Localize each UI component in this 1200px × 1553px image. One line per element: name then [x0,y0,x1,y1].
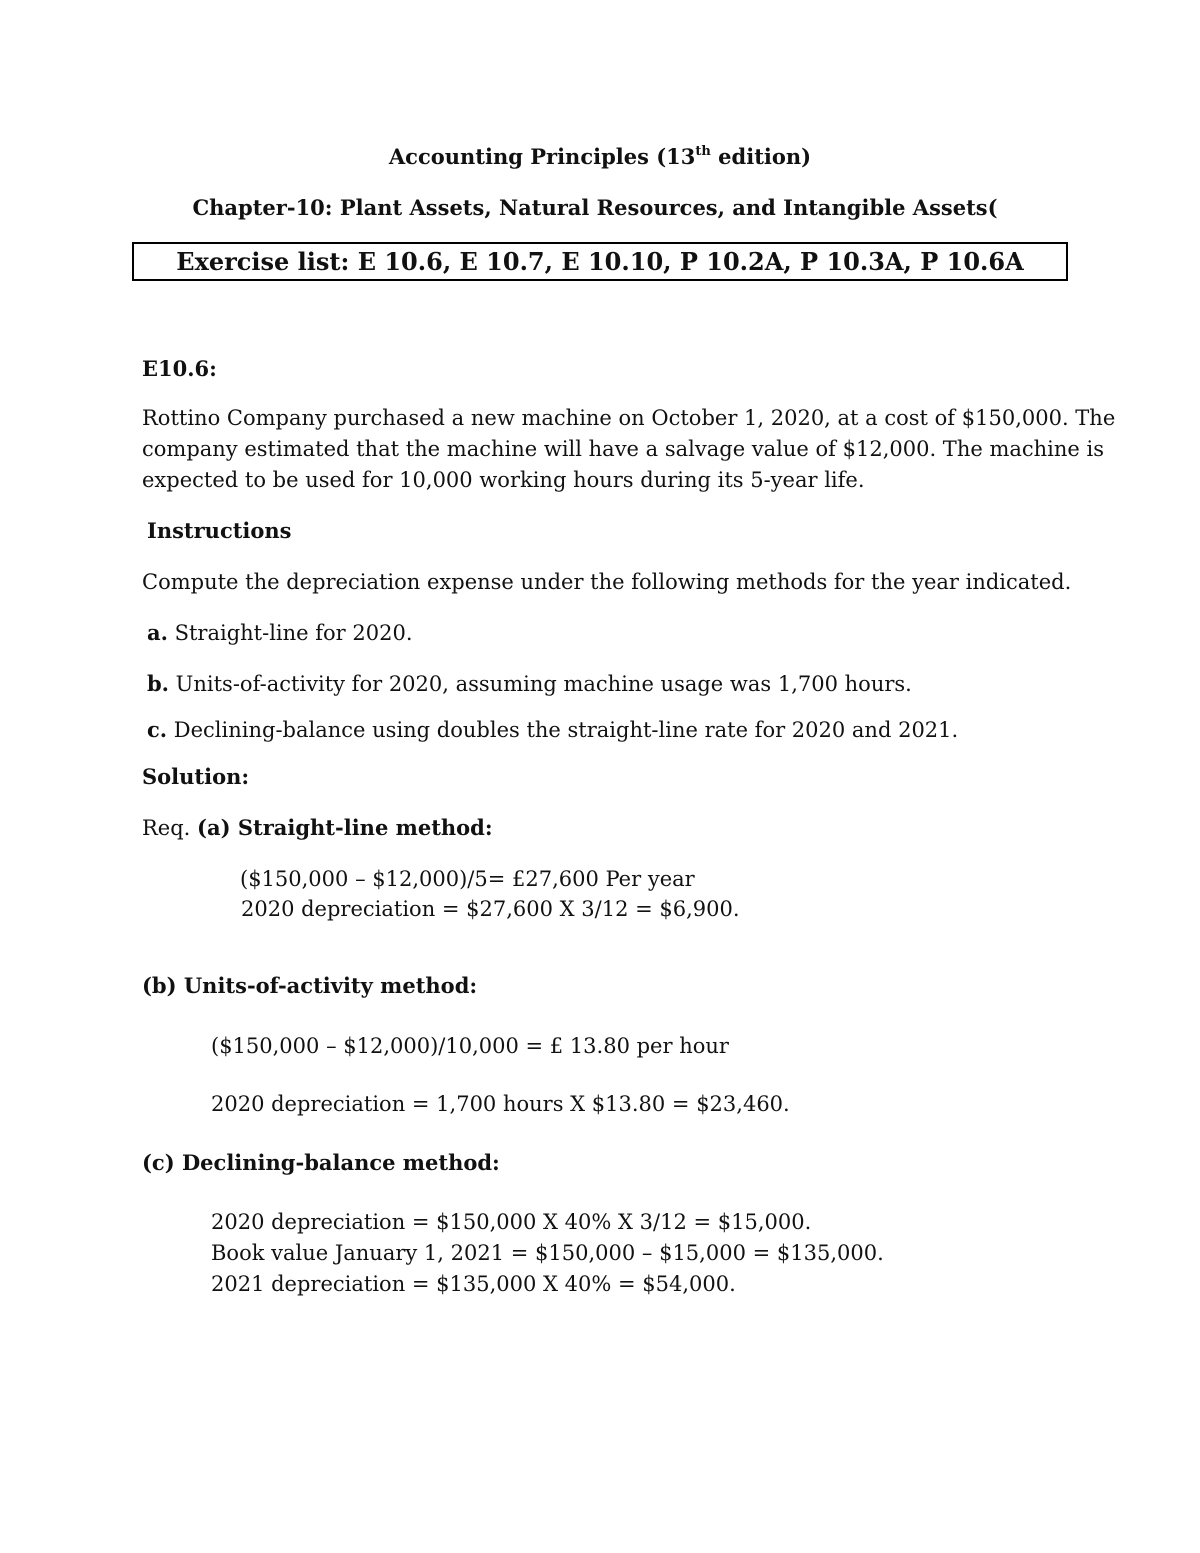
instruction-item-c [147,717,958,743]
exercise-id: E10.6: [142,356,217,381]
solution-c-heading: (c) Declining-balance method: [142,1150,500,1175]
title-superscript: th [695,144,711,159]
title-main-text: Accounting Principles (13 [388,144,696,169]
calculation-line: ($150,000 – $12,000)/5= £27,600 Per year [240,867,695,891]
instruction-item-b [147,671,912,697]
calculation-line: 2021 depreciation = $135,000 X 40% = $54,000. [211,1272,736,1296]
item-label: b. [147,671,169,696]
chapter-title: Chapter-10: Plant Assets, Natural Resources, and Intangible Assets( [192,195,998,220]
description-line: company estimated that the machine will have a salvage value of $12,000. The machine is [142,437,1105,461]
item-label: a. [147,620,168,645]
solution-heading: Solution: [142,764,250,789]
item-text: Straight-line for 2020. [167,621,413,645]
calculation-line: ($150,000 – $12,000)/10,000 = £ 13.80 per hour [211,1034,729,1058]
calculation-line: 2020 depreciation = 1,700 hours X $13.80 = $23,460. [211,1092,790,1116]
item-text: Declining-balance using doubles the straight-line rate for 2020 and 2021. [167,718,959,742]
instructions-text: Compute the depreciation expense under the following methods for the year indicated. [142,570,1072,594]
description-line: expected to be used for 10,000 working hours during its 5-year life. [142,468,865,492]
instruction-item-a [147,620,413,646]
method-heading: (a) Straight-line method: [197,815,493,840]
req-prefix: Req. [142,816,198,840]
instructions-heading: Instructions [147,518,292,543]
exercise-list-text: Exercise list: E 10.6, E 10.7, E 10.10, P 10.2A, P 10.3A, P 10.6A [176,247,1024,276]
solution-b-heading: (b) Units-of-activity method: [142,973,478,998]
solution-a-heading [142,815,493,841]
exercise-list-box [132,242,1068,281]
calculation-line: 2020 depreciation = $27,600 X 3/12 = $6,900. [241,897,740,921]
calculation-line: 2020 depreciation = $150,000 X 40% X 3/12 = $15,000. [211,1210,812,1234]
calculation-line: Book value January 1, 2021 = $150,000 – $15,000 = $135,000. [211,1241,884,1265]
title-edition-text: edition) [710,144,812,169]
item-label: c. [147,717,168,742]
item-text: Units-of-activity for 2020, assuming machine usage was 1,700 hours. [169,672,912,696]
document-title [0,144,1200,170]
description-line: Rottino Company purchased a new machine on October 1, 2020, at a cost of $150,000. The [142,406,1116,430]
